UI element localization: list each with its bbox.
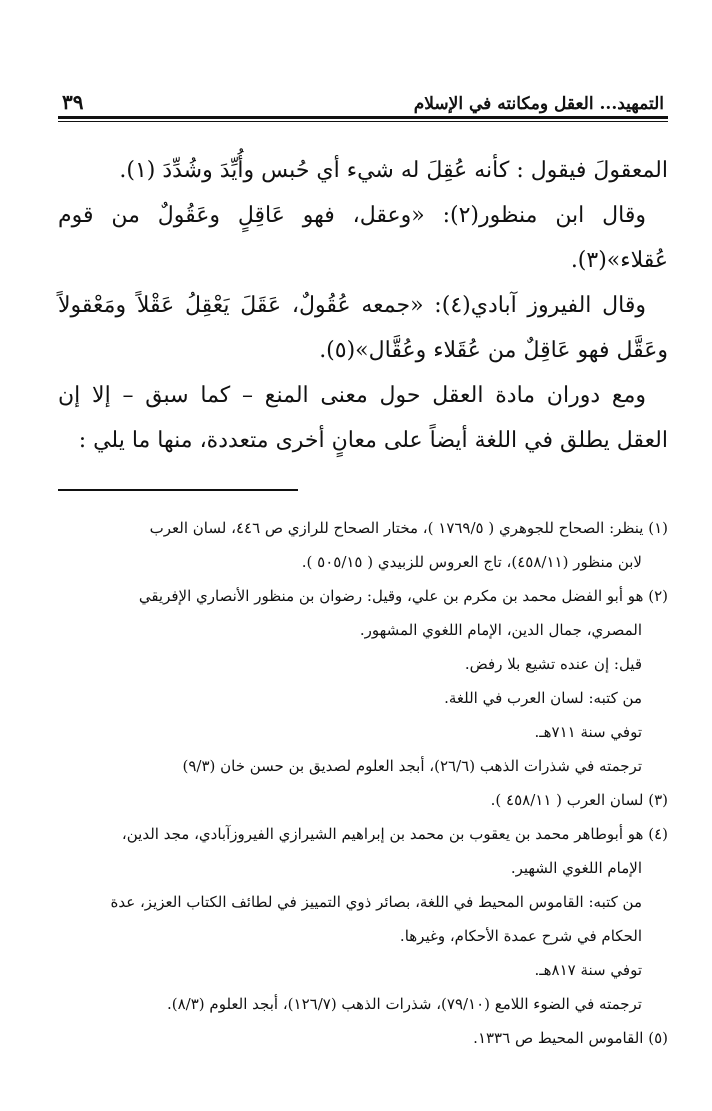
footnote-line: (٣) لسان العرب ( ٤٥٨/١١ ).	[490, 791, 668, 809]
footnote-line: من كتبه: لسان العرب في اللغة.	[444, 689, 642, 707]
footnote-line: (٤) هو أبوطاهر محمد بن يعقوب بن محمد بن إبراهيم الشيرازي الفيروزآبادي، مجد الدين،	[121, 825, 668, 843]
footnote-line: توفي سنة ٧١١هـ.	[534, 723, 642, 741]
footnote-line: لابن منظور (٤٥٨/١١)، تاج العروس للزبيدي ( ٥٠٥/١٥ ).	[301, 553, 642, 571]
body-paragraph: وقال الفيروز آبادي(٤): «جمعه عُقُولٌ، عَقَلَ يَعْقِلُ عَقْلاً ومَعْقولاً وعَقَّل فهو عَاقِلٌ من عُقَلاء وعُقَّال»(٥).	[58, 293, 668, 363]
header-rule-thin	[58, 121, 668, 122]
footnote-separator	[58, 489, 298, 491]
body-paragraph: المعقولَ فيقول : كأنه عُقِلَ له شيء أي حُبس وأُيِّدَ وشُدِّدَ (١).	[119, 158, 668, 183]
running-header	[58, 80, 668, 114]
footnote-line: من كتبه: القاموس المحيط في اللغة، بصائر ذوي التمييز في لطائف الكتاب العزيز، عدة	[110, 893, 642, 911]
footnote-line: ترجمته في شذرات الذهب (٢٦/٦)، أبجد العلوم لصديق بن حسن خان (٩/٣)	[182, 757, 642, 775]
footnote-line: (١) ينظر: الصحاح للجوهري ( ١٧٦٩/٥ )، مختار الصحاح للرازي ص ٤٤٦، لسان العرب	[149, 519, 668, 537]
footnote-line: ترجمته في الضوء اللامع (٧٩/١٠)، شذرات الذهب (١٢٦/٧)، أبجد العلوم (٨/٣).	[167, 995, 642, 1013]
footnote-line: (٢) هو أبو الفضل محمد بن مكرم بن علي، وقيل: رضوان بن منظور الأنصاري الإفريقي	[138, 587, 668, 605]
main-text	[58, 148, 668, 463]
body-paragraph: وقال ابن منظور(٢): «وعقل، فهو عَاقِلٍ وعَقُولٌ من قوم عُقلاء»(٣).	[58, 203, 668, 273]
footnote-line: قيل: إن عنده تشيع بلا رفض.	[464, 655, 642, 673]
footnote-line: توفي سنة ٨١٧هـ.	[534, 961, 642, 979]
body-paragraph: ومع دوران مادة العقل حول معنى المنع – كما سبق – إلا إن العقل يطلق في اللغة أيضاً على معانٍ أخرى متعددة، منها ما يلي :	[58, 383, 668, 453]
page-number: ٣٩	[62, 90, 84, 114]
footnote-line: المصري، جمال الدين، الإمام اللغوي المشهور.	[359, 621, 642, 639]
header-rule-thick	[58, 116, 668, 119]
footnotes	[58, 511, 668, 1055]
book-page	[58, 80, 668, 1055]
footnote-line: (٥) القاموس المحيط ص ١٣٣٦.	[473, 1029, 668, 1047]
footnote-line: الحكام في شرح عمدة الأحكام، وغيرها.	[399, 927, 642, 945]
footnote-line: الإمام اللغوي الشهير.	[510, 859, 642, 877]
running-title: التمهيد... العقل ومكانته في الإسلام	[413, 94, 664, 114]
